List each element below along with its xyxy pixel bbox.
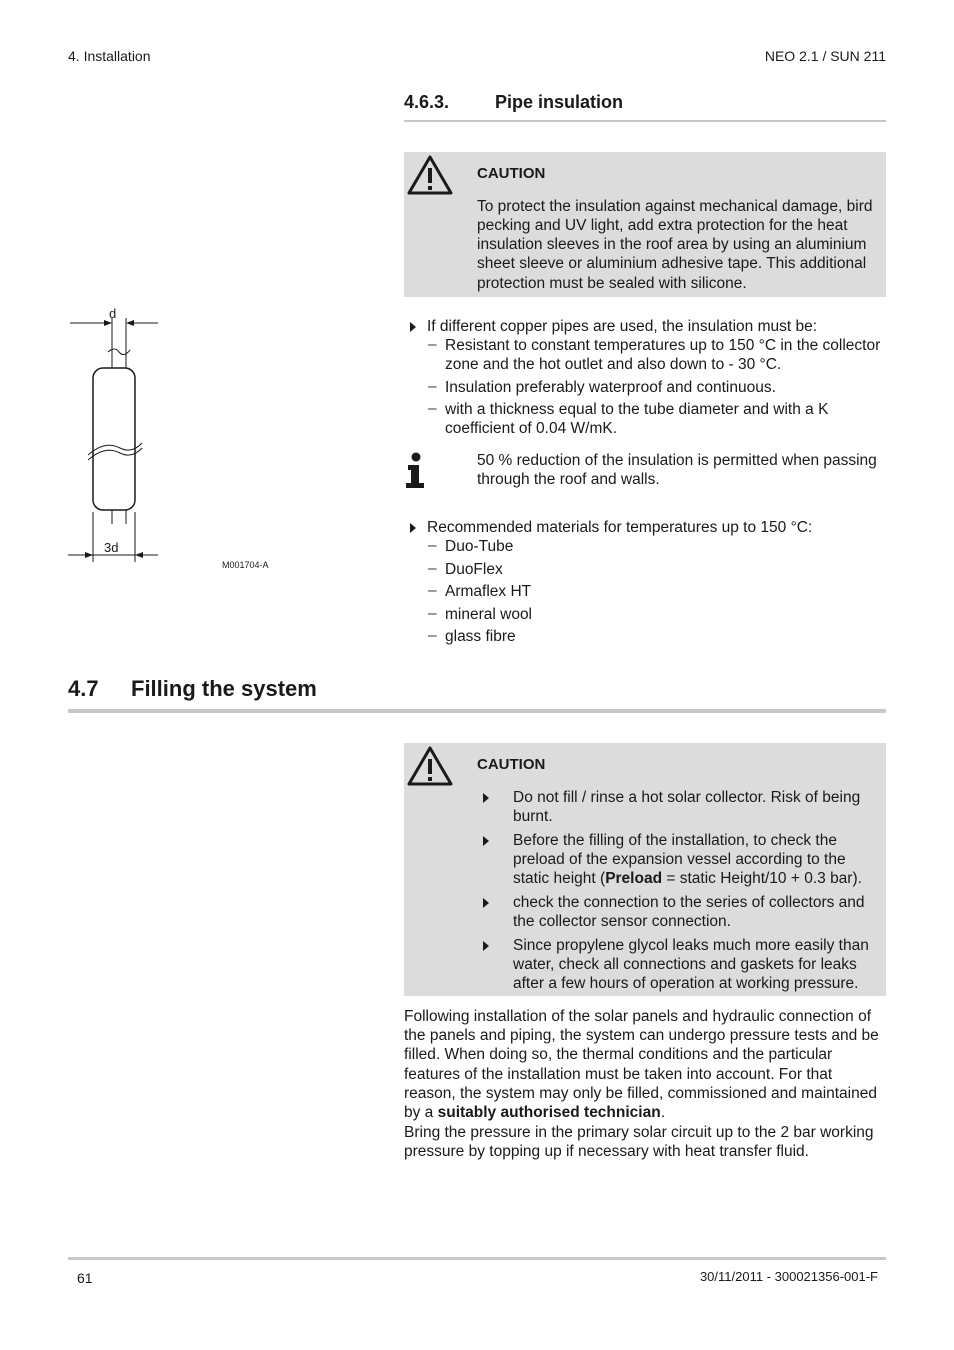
- caution-text: pecking and UV light, add extra protection for the heat: [477, 217, 848, 234]
- caution-item-text: preload of the expansion vessel according to the: [513, 851, 846, 868]
- sub-item-text: Insulation preferably waterproof and continuous.: [445, 379, 776, 396]
- caution-text: insulation sleeves in the roof area by using an aluminium: [477, 236, 867, 253]
- paragraph-line: Bring the pressure in the primary solar circuit up to the 2 bar working: [404, 1124, 874, 1141]
- dash-marker: –: [428, 560, 437, 577]
- bullet-text: If different copper pipes are used, the insulation must be:: [427, 318, 818, 335]
- paragraph-line: [404, 1103, 665, 1122]
- paragraph-line: filled. When doing so, the thermal conditions and the particular: [404, 1046, 833, 1063]
- bullet-arrow-icon: [483, 836, 489, 846]
- page-number: 61: [77, 1270, 93, 1286]
- caution-item-text: Do not fill / rinse a hot solar collector. Risk of being: [513, 789, 861, 806]
- header-left: 4. Installation: [68, 48, 151, 64]
- paragraph-line: Following installation of the solar panels and hydraulic connection of: [404, 1008, 872, 1025]
- caution-box: [404, 743, 886, 996]
- caution-item-text: burnt.: [513, 808, 553, 825]
- text-run: by a: [404, 1104, 438, 1121]
- paragraph-line: pressure by topping up if necessary with heat transfer fluid.: [404, 1143, 809, 1160]
- caution-item-text: the collector sensor connection.: [513, 913, 731, 930]
- warning-icon: [406, 154, 454, 196]
- material-item: Duo-Tube: [445, 538, 514, 555]
- material-item: Armaflex HT: [445, 583, 532, 600]
- document-reference: 30/11/2011 - 300021356-001-F: [699, 1269, 878, 1284]
- bullet-arrow-icon: [410, 523, 416, 533]
- caution-item-text: Since propylene glycol leaks much more easily than: [513, 937, 869, 954]
- section-title: Pipe insulation: [495, 92, 624, 112]
- caution-text: sheet sleeve or aluminium adhesive tape. This additional: [477, 255, 867, 272]
- caution-item-text: Before the filling of the installation, to check the: [513, 832, 837, 849]
- caution-text: protection must be sealed with silicone.: [477, 275, 747, 292]
- sub-item-text: with a thickness equal to the tube diameter and with a K: [445, 401, 829, 418]
- pipe-insulation-figure: [60, 300, 280, 580]
- caution-box: [404, 152, 886, 297]
- material-item: DuoFlex: [445, 561, 503, 578]
- section-rule: [404, 120, 886, 122]
- caution-item-text: [513, 869, 862, 888]
- info-text: 50 % reduction of the insulation is permitted when passing: [477, 452, 877, 469]
- dash-marker: –: [428, 582, 437, 599]
- bullet-arrow-icon: [483, 941, 489, 951]
- bullet-arrow-icon: [483, 793, 489, 803]
- section-number: 4.6.3.: [404, 92, 450, 112]
- figure-label-d: d: [109, 306, 117, 321]
- text-run: .: [660, 1104, 665, 1121]
- header-right: NEO 2.1 / SUN 211: [764, 48, 886, 64]
- figure-reference: M001704-A: [222, 560, 269, 570]
- dash-marker: –: [428, 627, 437, 644]
- dash-marker: –: [428, 378, 437, 395]
- info-icon: [404, 452, 428, 490]
- caution-item-text: after a few hours of operation at working pressure.: [513, 975, 859, 992]
- text-run: = static Height/10 + 0.3 bar).: [662, 870, 862, 887]
- caution-label: CAUTION: [477, 756, 546, 773]
- sub-item-text: zone and the hot outlet and also down to - 30 °C.: [445, 356, 782, 373]
- dash-marker: –: [428, 605, 437, 622]
- paragraph-line: features of the installation must be taken into account. For that: [404, 1066, 833, 1083]
- caution-label: CAUTION: [477, 165, 546, 182]
- bullet-text: Recommended materials for temperatures up to 150 °C:: [427, 519, 813, 536]
- preload-bold: Preload: [605, 870, 663, 887]
- dash-marker: –: [428, 400, 437, 417]
- paragraph-line: the panels and piping, the system can undergo pressure tests and be: [404, 1027, 879, 1044]
- info-text: through the roof and walls.: [477, 471, 660, 488]
- dash-marker: –: [428, 336, 437, 353]
- chapter-rule: [68, 709, 886, 713]
- caution-item-text: check the connection to the series of collectors and: [513, 894, 865, 911]
- sub-item-text: coefficient of 0.04 W/mK.: [445, 420, 618, 437]
- material-item: glass fibre: [445, 628, 516, 645]
- sub-item-text: Resistant to constant temperatures up to 150 °C in the collector: [445, 337, 881, 354]
- caution-text: To protect the insulation against mechanical damage, bird: [477, 198, 873, 215]
- footer-rule: [68, 1257, 886, 1260]
- bullet-arrow-icon: [483, 898, 489, 908]
- paragraph-line: reason, the system may only be filled, commissioned and maintained: [404, 1085, 877, 1102]
- caution-item-text: water, check all connections and gaskets for leaks: [513, 956, 857, 973]
- technician-bold: suitably authorised technician: [437, 1104, 661, 1121]
- warning-icon: [406, 745, 454, 787]
- material-item: mineral wool: [445, 606, 533, 623]
- bullet-arrow-icon: [410, 322, 416, 332]
- chapter-number: 4.7: [68, 676, 99, 701]
- text-run: static height (: [513, 870, 606, 887]
- dash-marker: –: [428, 537, 437, 554]
- figure-label-3d: 3d: [104, 540, 119, 555]
- chapter-title: Filling the system: [131, 676, 317, 701]
